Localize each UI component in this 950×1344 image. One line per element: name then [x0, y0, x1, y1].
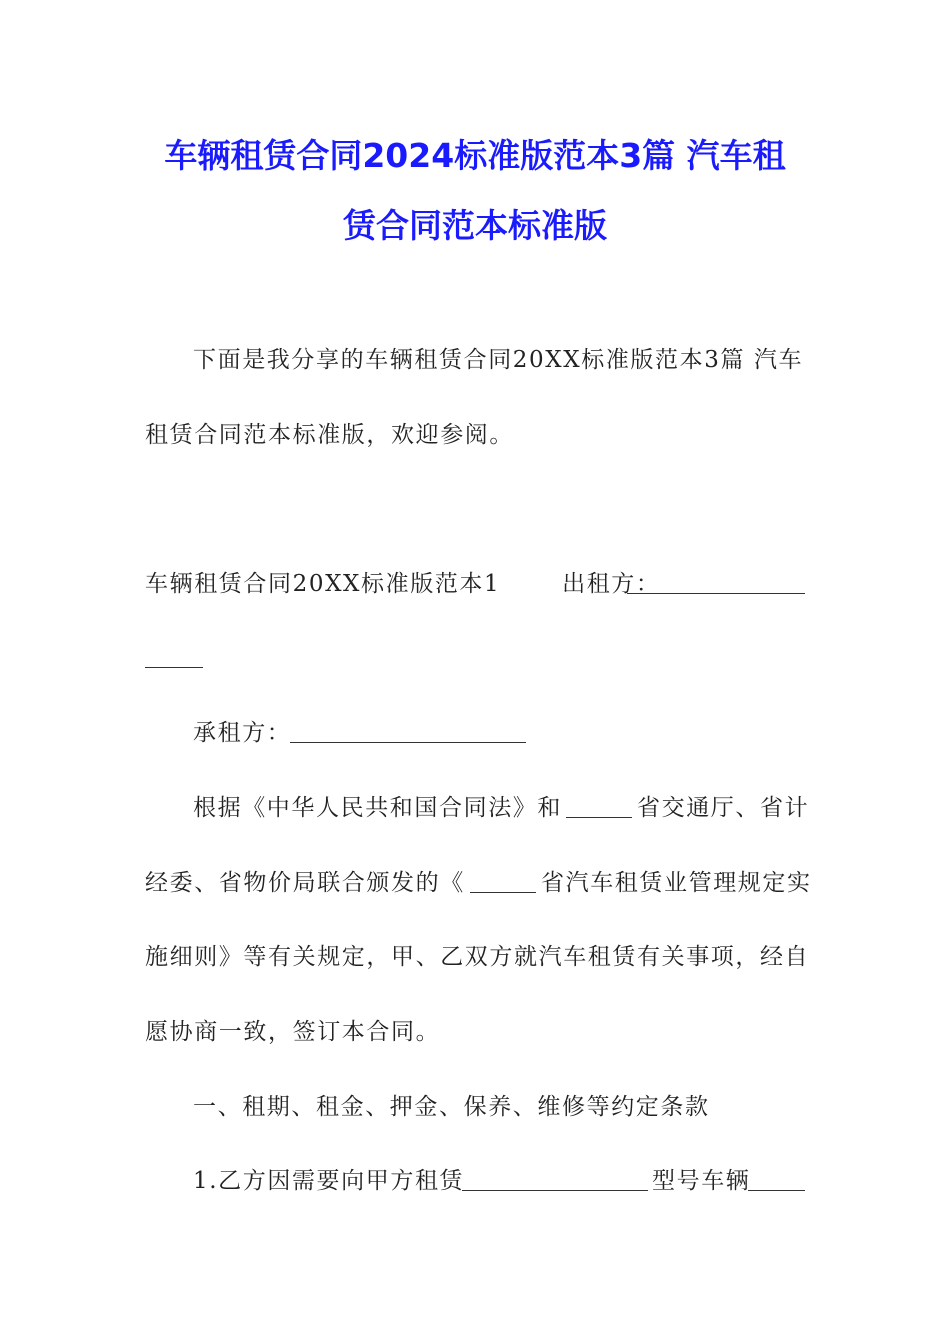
- province-blank-2: [470, 870, 536, 893]
- paragraph-line-2a: 经委、省物价局联合颁发的《: [145, 870, 465, 896]
- vehicle-count-blank: [748, 1168, 805, 1191]
- paragraph-line-2b: 省汽车租赁业管理规定实: [541, 870, 812, 896]
- lessor-label: 出租方：: [562, 571, 661, 597]
- paragraph-line-1a: 根据《中华人民共和国合同法》和: [193, 795, 562, 821]
- paragraph-line-1b: 省交通厅、省计: [637, 795, 810, 821]
- lessor-blank: [627, 571, 805, 594]
- clause-1-part-a: 1.乙方因需要向甲方租赁: [193, 1168, 465, 1194]
- intro-paragraph-line-1: 下面是我分享的车辆租赁合同20XX标准版范本3篇 汽车: [193, 347, 804, 373]
- document-title-line-1: 车辆租赁合同2024标准版范本3篇 汽车租: [164, 136, 786, 175]
- lessor-blank-continued: [145, 645, 203, 668]
- intro-paragraph-line-2: 租赁合同范本标准版，欢迎参阅。: [145, 422, 514, 448]
- lessee-blank: [290, 720, 526, 743]
- province-blank-1: [566, 795, 632, 818]
- clause-1-part-b: 型号车辆: [652, 1168, 751, 1194]
- document-title-line-2: 赁合同范本标准版: [343, 206, 607, 245]
- section-heading: 车辆租赁合同20XX标准版范本1: [145, 571, 501, 597]
- vehicle-model-blank: [462, 1168, 648, 1191]
- paragraph-line-4: 愿协商一致，签订本合同。: [145, 1019, 441, 1045]
- clause-heading: 一、租期、租金、押金、保养、维修等约定条款: [193, 1094, 710, 1120]
- paragraph-line-3: 施细则》等有关规定，甲、乙双方就汽车租赁有关事项，经自: [145, 944, 810, 970]
- lessee-label: 承租方：: [193, 720, 292, 746]
- section-heading-row: [145, 569, 661, 599]
